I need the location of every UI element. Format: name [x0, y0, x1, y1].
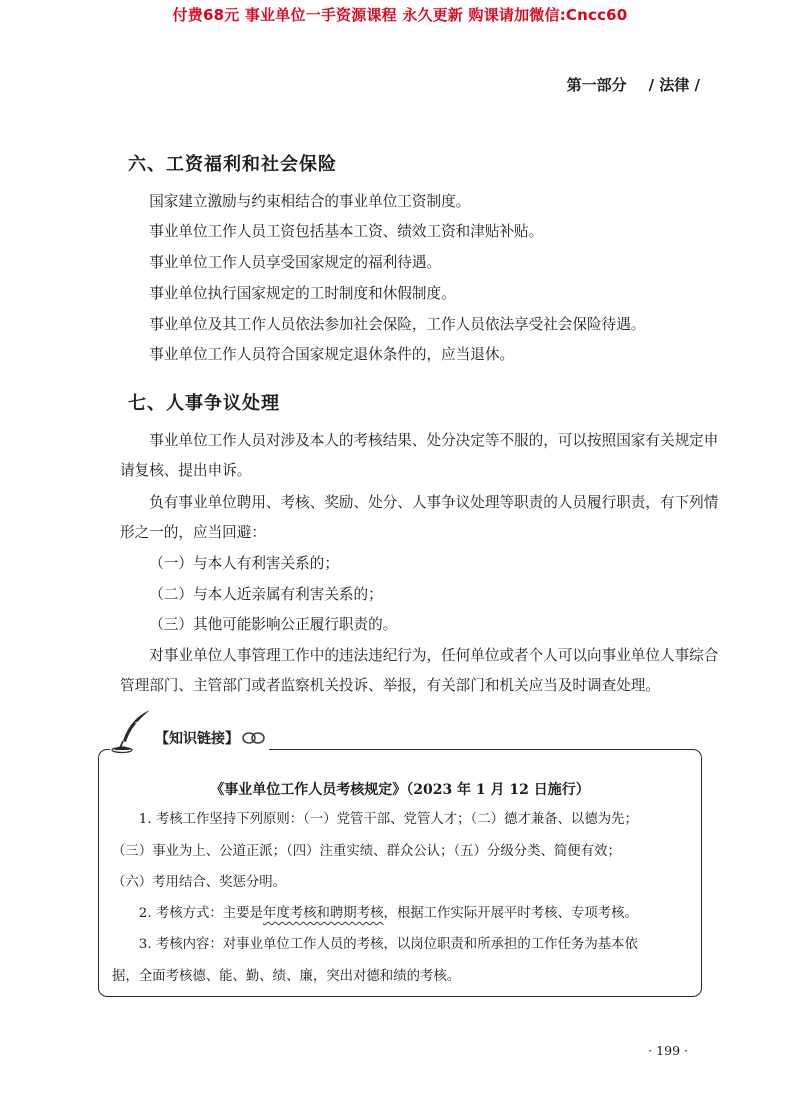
list-item: （二）与本人近亲属有利害关系的；: [149, 586, 383, 603]
knowledge-item-2-prefix: 2. 考核方式：主要是: [138, 906, 263, 921]
watermark-banner: 付费68元 事业单位一手资源课程 永久更新 购课请加微信:Cncc60: [172, 6, 628, 24]
list-item: （三）其他可能影响公正履行职责的。: [149, 616, 398, 633]
quill-pen-icon: [110, 707, 158, 755]
section-6-para-2: 事业单位工作人员工资包括基本工资、绩效工资和津贴补贴。: [149, 223, 544, 240]
knowledge-item-1-line-2: （三）事业为上、公道正派；（四）注重实绩、群众公认；（五）分级分类、简便有效；: [112, 843, 621, 859]
section-6-para-3: 事业单位工作人员享受国家规定的福利待遇。: [149, 254, 442, 271]
section-6-para-1: 国家建立激励与约束相结合的事业单位工资制度。: [149, 193, 471, 210]
knowledge-item-3-line-1: 3. 考核内容：对事业单位工作人员的考核，以岗位职责和所承担的工作任务为基本依: [138, 937, 638, 952]
knowledge-item-2-emphasis: 年度考核和聘期考核: [262, 906, 384, 921]
section-7-para-3-line-2: 管理部门、主管部门或者监察机关投诉、举报，有关部门和机关应当及时调查处理。: [120, 677, 660, 694]
section-6-heading: 六、工资福利和社会保险: [128, 154, 337, 175]
section-7-heading: 七、人事争议处理: [128, 393, 280, 414]
list-item: （一）与本人有利害关系的；: [149, 555, 339, 572]
section-7-para-1-line-1: 事业单位工作人员对涉及本人的考核结果、处分决定等不服的，可以按照国家有关规定申: [149, 432, 719, 449]
knowledge-title: 《事业单位工作人员考核规定》（2023 年 1 月 12 日施行）: [210, 782, 590, 798]
chain-rings-icon: [241, 730, 267, 746]
section-7-para-3-line-1: 对事业单位人事管理工作中的违法违纪行为，任何单位或者个人可以向事业单位人事综合: [149, 647, 719, 664]
knowledge-item-1: [112, 804, 688, 899]
section-6-para-6: 事业单位工作人员符合国家规定退休条件的，应当退休。: [149, 346, 515, 363]
section-6-para-5: 事业单位及其工作人员依法参加社会保险，工作人员依法享受社会保险待遇。: [149, 316, 646, 333]
running-head: [567, 74, 700, 95]
section-7-para-2: [120, 488, 719, 548]
knowledge-item-2: [112, 898, 688, 930]
knowledge-item-3: [112, 929, 688, 992]
section-7-para-1: [120, 426, 719, 486]
page-number: · 199 ·: [648, 1043, 688, 1058]
knowledge-item-2-suffix: ，根据工作实际开展平时考核、专项考核。: [383, 906, 638, 921]
section-7-para-2-line-1: 负有事业单位聘用、考核、奖励、处分、人事争议处理等职责的人员履行职责，有下列情: [149, 494, 719, 511]
running-head-part: 第一部分: [566, 76, 627, 94]
section-7-para-2-line-2: 形之一的，应当回避：: [120, 524, 266, 541]
knowledge-item-1-line-3: （六）考用结合、奖惩分明。: [112, 875, 287, 890]
section-6-para-4: 事业单位执行国家规定的工时制度和休假制度。: [149, 285, 456, 302]
knowledge-item-1-line-1: 1. 考核工作坚持下列原则：（一）党管干部、党管人才；（二）德才兼备、以德为先；: [138, 812, 638, 827]
knowledge-link-label: 【知识链接】: [154, 728, 240, 748]
section-7-para-3: [120, 641, 719, 701]
running-head-section: / 法律 /: [648, 76, 700, 94]
knowledge-item-3-line-2: 据，全面考核德、能、勤、绩、廉，突出对德和绩的考核。: [112, 968, 461, 984]
section-7-para-1-line-2: 请复核、提出申诉。: [120, 462, 252, 479]
knowledge-link-header: [110, 718, 269, 758]
